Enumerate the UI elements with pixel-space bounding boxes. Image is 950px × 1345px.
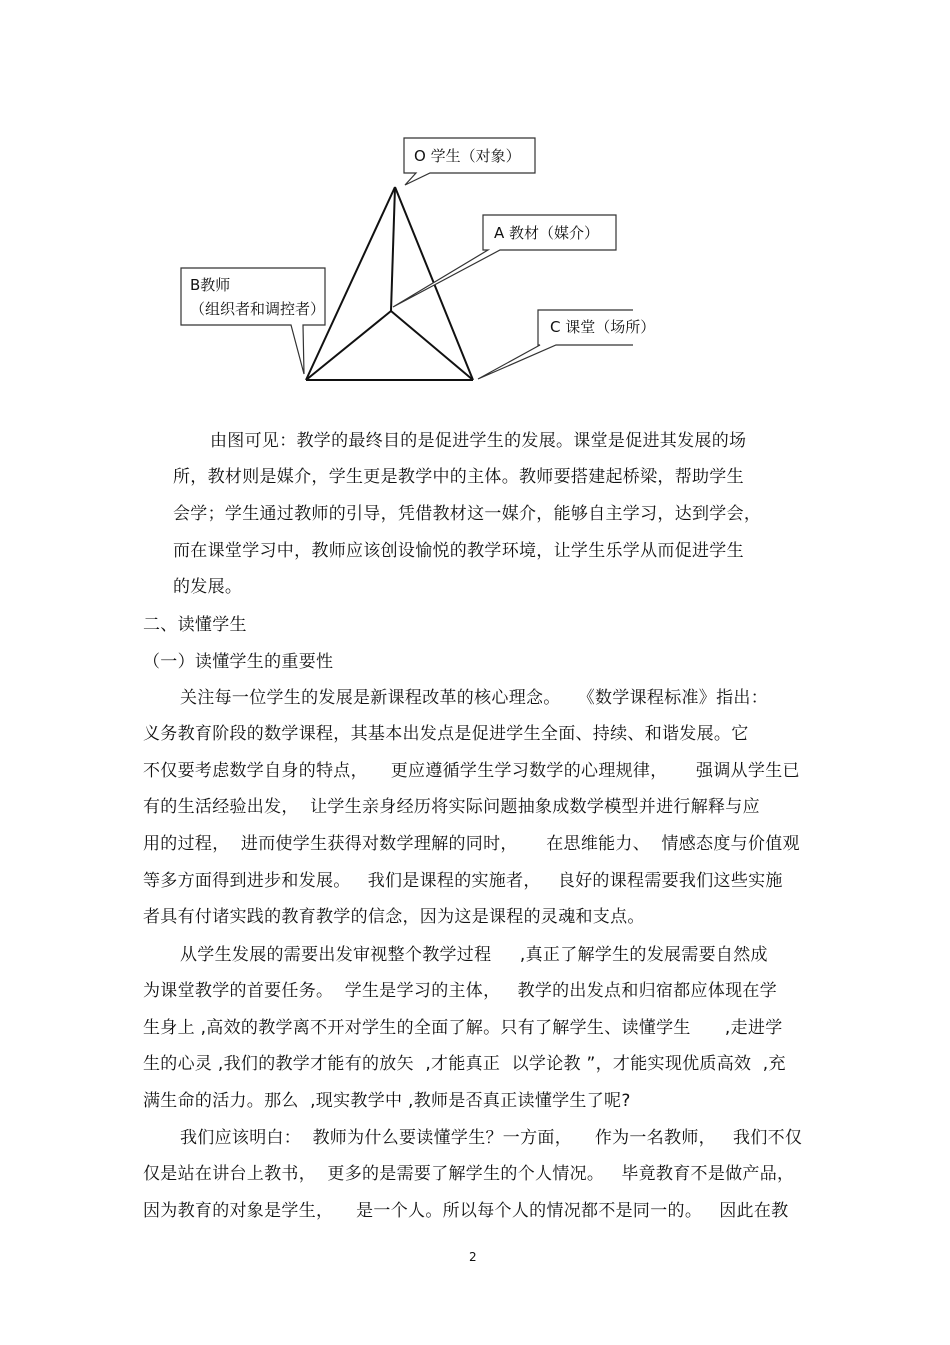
body-line: 义务教育阶段的数学课程，其基本出发点是促进学生全面、持续、和谐发展。它	[143, 724, 749, 744]
page-number: 2	[469, 1250, 477, 1264]
body-line: 为课堂教学的首要任务。 学生是学习的主体， 教学的出发点和归宿都应体现在学	[143, 981, 778, 1001]
subsection-heading: （一）读懂学生的重要性	[143, 652, 334, 672]
body-line: 用的过程， 进而使学生获得对数学理解的同时， 在思维能力、 情感态度与价值观	[143, 834, 800, 854]
pyramid-edge-center	[391, 187, 395, 311]
callout-a-label: A 教材（媒介）	[494, 224, 600, 242]
body-line: 生身上 ,高效的教学离不开对学生的全面了解。只有了解学生、读懂学生 ,走进学	[143, 1018, 783, 1038]
body-line: 由图可见：教学的最终目的是促进学生的发展。课堂是促进其发展的场	[210, 431, 747, 451]
body-line: 因为教育的对象是学生， 是一个人。所以每个人的情况都不是同一的。 因此在教	[143, 1201, 789, 1221]
pyramid-inner-right	[391, 311, 473, 380]
teaching-relationship-diagram	[178, 135, 656, 390]
body-line: 从学生发展的需要出发审视整个教学过程 ,真正了解学生的发展需要自然成	[180, 945, 768, 965]
body-line: 仅是站在讲台上教书， 更多的是需要了解学生的个人情况。 毕竟教育不是做产品，	[143, 1164, 795, 1184]
body-line: 等多方面得到进步和发展。 我们是课程的实施者， 良好的课程需要我们这些实施	[143, 871, 783, 891]
section-heading: 二、读懂学生	[143, 615, 247, 635]
body-line: 不仅要考虑数学自身的特点， 更应遵循学生学习数学的心理规律， 强调从学生已	[143, 761, 800, 781]
callout-o-label: O 学生（对象）	[414, 147, 521, 165]
body-line: 生的心灵 ,我们的教学才能有的放矢 ,才能真正 以学论教 ”，才能实现优质高效 ,充	[143, 1054, 786, 1074]
body-line: 而在课堂学习中，教师应该创设愉悦的教学环境，让学生乐学从而促进学生	[173, 541, 744, 561]
body-line: 者具有付诸实践的教育教学的信念，因为这是课程的灵魂和支点。	[143, 907, 645, 927]
callout-b-label-line1: B教师	[190, 276, 231, 294]
body-line: 关注每一位学生的发展是新课程改革的核心理念。 《数学课程标准》指出：	[180, 688, 769, 708]
body-line: 我们应该明白： 教师为什么要读懂学生？一方面， 作为一名教师， 我们不仅	[180, 1128, 803, 1148]
body-line: 会学；学生通过教师的引导，凭借教材这一媒介，能够自主学习，达到学会，	[173, 504, 762, 524]
body-line: 满生命的活力。那么 ,现实教学中 ,教师是否真正读懂学生了呢?	[143, 1091, 631, 1111]
body-line: 有的生活经验出发， 让学生亲身经历将实际问题抽象成数学模型并进行解释与应	[143, 797, 760, 817]
callout-b-label-line2: （组织者和调控者）	[190, 300, 326, 318]
body-line: 的发展。	[173, 577, 243, 597]
callout-c-label: C 课堂（场所）	[550, 318, 656, 336]
diagram-graphic	[178, 135, 633, 390]
body-line: 所，教材则是媒介，学生更是教学中的主体。教师要搭建起桥梁，帮助学生	[173, 467, 744, 487]
